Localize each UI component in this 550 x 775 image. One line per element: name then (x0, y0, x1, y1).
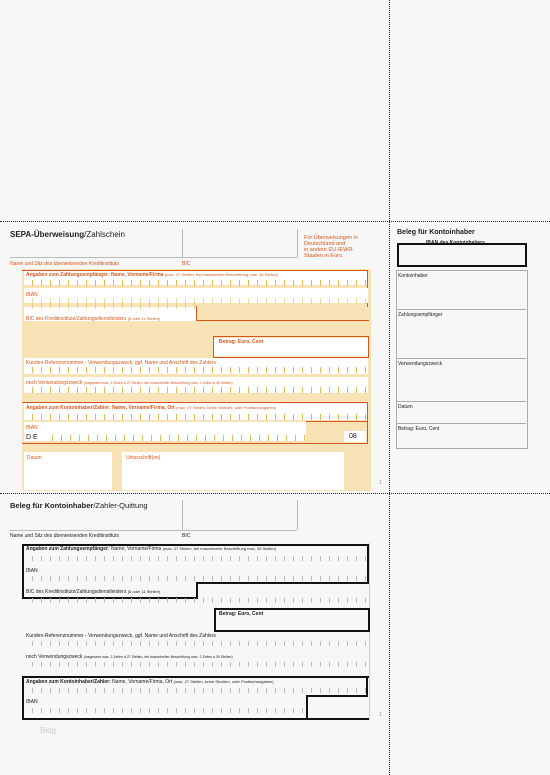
payer-label (26, 405, 276, 411)
payer-label-text: Angaben zum Kontoinhaber/Zahler: Name, Vorname/Firma, Ort (26, 405, 175, 411)
reference2-ticks (24, 387, 368, 393)
payee-iban-label: IBAN (26, 292, 38, 298)
bottom-bic-ticks (24, 598, 368, 603)
top-page-number: 1 (379, 480, 382, 486)
bottom-bic-institute-label (26, 589, 160, 595)
payer-iban-label: IBAN (26, 425, 38, 431)
receipt-row-1 (396, 309, 526, 310)
bottom-bic-step-v (196, 582, 199, 597)
bottom-bic-institute-note: (8 oder 11 Stellen) (127, 589, 161, 594)
bottom-payee-label (26, 546, 276, 552)
receipt-iban-field[interactable] (397, 243, 527, 267)
reference-label: Kunden-Referenznummer - Verwendungszweck, ggf. Name und Anschrift des Zahlers (26, 360, 216, 366)
bic-label: BIC (182, 261, 191, 267)
bottom-iban-ticks (24, 576, 368, 581)
vertical-perforation (389, 0, 390, 775)
bic-divider (297, 229, 298, 257)
bic-institute-label (26, 316, 160, 322)
payer-ticks (24, 414, 368, 420)
receipt-row-2 (396, 358, 526, 359)
bottom-bic-label: BIC (182, 533, 191, 539)
payer-note: (max. 27 Stellen, keine Straßen- oder Postfachangaben) (176, 405, 277, 410)
notice-line-1: Für Überweisungen in (304, 235, 358, 241)
bic-step-line (196, 306, 369, 321)
notice-line-4: Staaten in Euro. (304, 253, 344, 259)
payer-iban-ticks (44, 435, 306, 441)
bottom-bank-underline (10, 530, 297, 531)
receipt-amount-label: Betrag: Euro, Cent (398, 426, 440, 432)
bank-underline (10, 257, 297, 258)
bottom-bic-left (22, 544, 25, 597)
bottom-payee-note: (max. 27 Stellen, bei maschineller Beschriftung max. 35 Stellen) (162, 546, 277, 551)
iban-prefix: D E (26, 434, 38, 441)
receipt-date-label: Datum (398, 404, 413, 410)
bottom-title-bold: Beleg für Kontoinhaber (10, 501, 94, 510)
bottom-bic-step (196, 582, 368, 585)
bottom-reference2-ticks (24, 662, 368, 667)
middle-perforation (0, 493, 550, 494)
signature-label: Unterschrift(en) (126, 455, 161, 461)
bottom-bank-divider (182, 500, 183, 530)
payer-iban-step (306, 421, 368, 423)
reference2-note: (insgesamt max. 2 Zeilen à 27 Stellen, bei maschineller Beschriftung max. 2 Zeilen à 35 Stellen) (83, 381, 233, 385)
bic-institute-note: (8 oder 11 Stellen) (127, 316, 161, 321)
bottom-payer-iban-ticks (24, 708, 306, 713)
bank-divider (182, 229, 183, 257)
bottom-reference2-label-text: noch Verwendungszweck (26, 654, 83, 660)
bottom-payer-step-v (306, 695, 309, 718)
payee-note: (max. 27 Stellen, bei maschineller Beschriftung max. 35 Stellen) (164, 272, 279, 277)
bottom-bic-divider (297, 500, 298, 530)
reference2-label-text: noch Verwendungszweck (26, 380, 83, 386)
receipt-purpose-label: Verwendungszweck (398, 361, 443, 367)
bottom-reference-label: Kunden-Referenznummer - Verwendungszweck, ggf. Name und Anschrift des Zahlers (26, 633, 216, 639)
notice-line-2: Deutschland und (304, 241, 346, 247)
form-title-rest: /Zahlschein (84, 230, 126, 239)
amount-label: Betrag: Euro, Cent (219, 339, 264, 345)
reference-ticks (24, 367, 368, 373)
receipt-iban-label: IBAN des Kontoinhabers (426, 240, 485, 246)
bottom-payer-label (26, 679, 274, 685)
bottom-payee-ticks (24, 556, 368, 561)
euro-notice (304, 235, 358, 259)
bank-name-label: Name und Sitz des überweisenden Kreditinstituts (10, 261, 119, 267)
bottom-reference2-note: (insgesamt max. 2 Zeilen à 27 Stellen, bei maschineller Beschriftung max. 2 Zeilen à 35 Stellen) (83, 655, 233, 659)
receipt-payee-label: Zahlungsempfänger (398, 312, 443, 318)
bottom-amount-label: Betrag: Euro, Cent (219, 611, 264, 617)
bottom-payer-step (306, 695, 368, 698)
bottom-bic-institute-label-text: BIC des Kreditinstituts/Zahlungsdienstleisters (26, 589, 127, 595)
bottom-title-rest: /Zahler-Quittung (93, 501, 148, 510)
bottom-iban-label: IBAN (26, 568, 38, 574)
bottom-payer-ticks (24, 688, 366, 693)
bottom-payer-right (366, 676, 369, 695)
form-title (10, 230, 125, 240)
bottom-reference2-label (26, 654, 233, 660)
bic-institute-label-text: BIC des Kreditinstituts/Zahlungsdienstleisters (26, 316, 127, 322)
payee-label-text: Angaben zum Zahlungsempfänger: Name, Vorname/Firma (26, 272, 164, 278)
payee-label (26, 272, 278, 278)
form-title-bold: SEPA-Überweisung (10, 230, 85, 239)
receipt-holder-label: Kontoinhaber (398, 273, 428, 279)
watermark: Blog (40, 726, 57, 735)
bottom-payee-label-rest: Name, Vorname/Firma (111, 546, 162, 552)
bottom-bank-label: Name und Sitz des überweisenden Kreditinstituts (10, 533, 119, 539)
receipt-title: Beleg für Kontoinhaber (397, 229, 475, 236)
bottom-payee-label-bold: Angaben zum Zahlungsempfänger: (26, 546, 110, 552)
code-08: 08 (349, 433, 357, 440)
bottom-payer-note: (max. 27 Stellen, keine Straßen- oder Postfachangaben) (173, 679, 274, 684)
bottom-payer-iban-label: IBAN (26, 699, 38, 705)
bic-ticks (24, 303, 196, 309)
reference2-label (26, 380, 233, 386)
top-perforation (0, 221, 550, 222)
receipt-row-4 (396, 423, 526, 424)
receipt-row-3 (396, 401, 526, 402)
notice-line-3: in andere EU-/EWR- (304, 247, 355, 253)
bottom-page-number: 1 (379, 712, 382, 718)
date-label: Datum (27, 455, 42, 461)
payee-ticks (24, 280, 368, 286)
bottom-title (10, 501, 148, 510)
bottom-payer-label-bold: Angaben zum Kontoinhaber/Zahler: (26, 679, 111, 685)
bottom-reference-ticks (24, 641, 368, 646)
bottom-payer-label-rest: Name, Vorname/Firma, Ort (112, 679, 173, 685)
